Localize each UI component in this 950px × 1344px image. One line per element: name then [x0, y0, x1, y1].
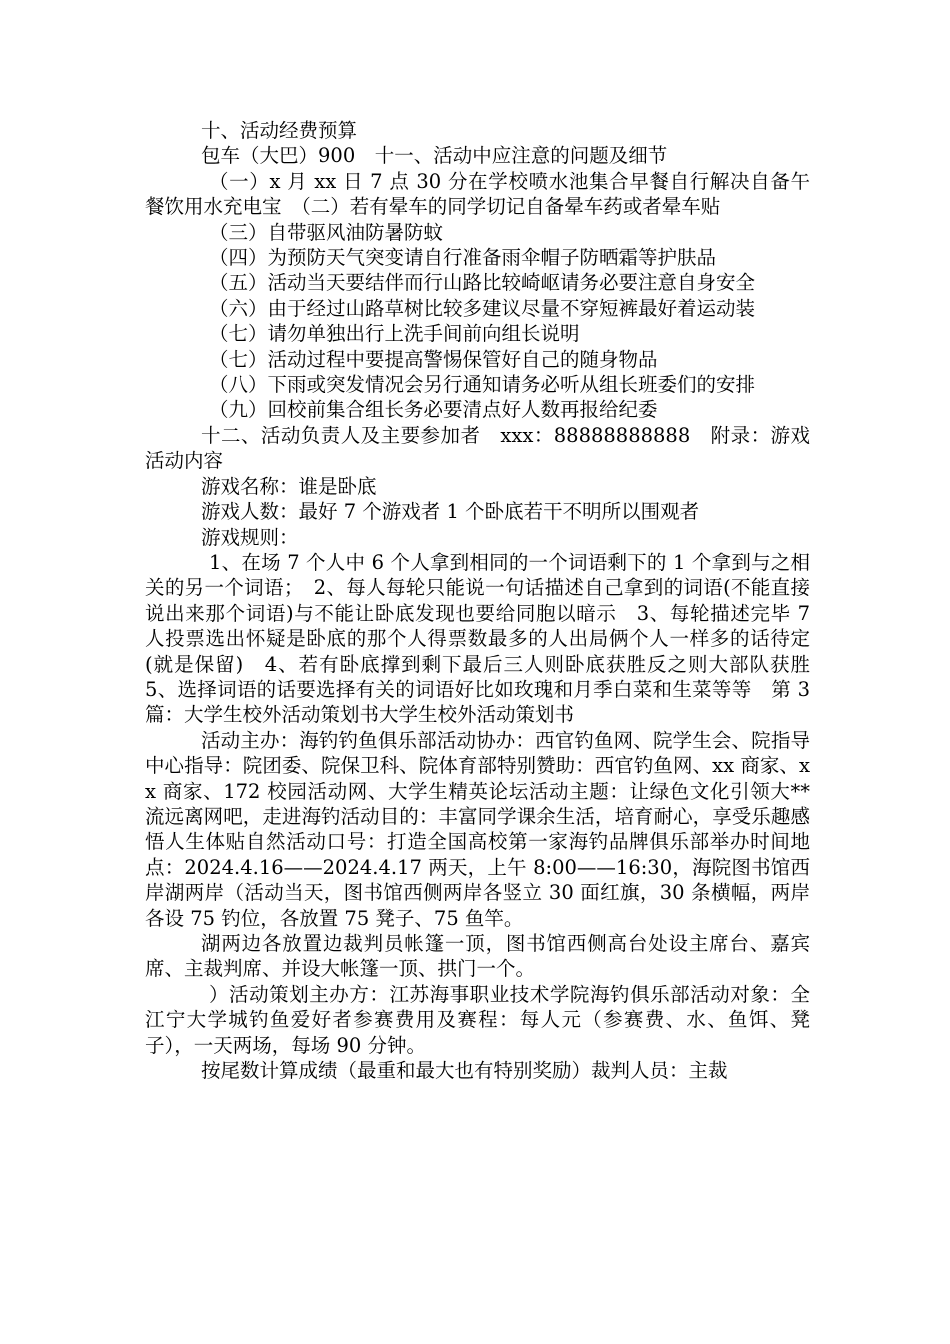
section-heading-budget: 十、活动经费预算	[201, 119, 358, 142]
note-item-7b: （七）活动过程中要提高警惕保管好自己的随身物品	[209, 347, 658, 371]
note-item-9: （九）回校前集合组长务必要清点好人数再报给纪委	[209, 398, 658, 422]
paragraph-bus-and-notes: 包车（大巴）900 十一、活动中应注意的问题及细节	[201, 144, 668, 168]
note-item-3: （三）自带驱风油防暑防蚊	[209, 220, 444, 244]
document-page	[145, 118, 830, 1083]
note-item-8: （八）下雨或突发情况会另行通知请务必听从组长班委们的安排	[209, 373, 756, 397]
activity-organizers-paragraph: 活动主办：海钓钓鱼俱乐部活动协办：西官钓鱼网、院学生会、院指导中心指导：院团委、院保卫科、院体育部特别赞助：西官钓鱼网、xx 商家、xx 商家、172 校园活动网、大学生精英论坛活动主题：让绿色文化引领大**流远离网吧，走进海钓活动目的：丰富同学课余生活，培育耐心，享受乐趣感悟人生体贴自然活动口号：打造全国高校第一家海钓品牌俱乐部举办时间地点：2024.4.16——2024.4.17 两天，上午 8:00——16:30，海院图书馆西岸湖两岸（活动当天，图书馆西侧两岸各竖立 30 面红旗，30 条横幅，两岸各设 75 钓位，各放置 75 凳子、75 鱼竿。	[145, 728, 810, 930]
note-item-4: （四）为预防天气突变请自行准备雨伞帽子防晒霜等护肤品	[209, 246, 717, 270]
note-item-6: （六）由于经过山路草树比较多建议尽量不穿短裤最好着运动装	[209, 296, 756, 320]
game-rules-heading: 游戏规则：	[201, 525, 299, 549]
game-players: 游戏人数：最好 7 个游戏者 1 个卧底若干不明所以围观者	[201, 500, 700, 524]
note-item-7a: （七）请勿单独出行上洗手间前向组长说明	[209, 322, 580, 346]
game-rules-body: 1、在场 7 个人中 6 个人拿到相同的一个词语剩下的 1 个拿到与之相关的另一个词语； 2、每人每轮只能说一句话描述自己拿到的词语(不能直接说出来那个词语)与不能让卧底发现也要给同胞以暗示 3、每轮描述完毕 7 人投票选出怀疑是卧底的那个人得票数最多的人出局俩个人一样多的话待定(就是保留) 4、若有卧底撑到剩下最后三人则卧底获胜反之则大部队获胜 5、选择词语的话要选择有关的词语好比如玫瑰和月季白菜和生菜等等 第 3 篇：大学生校外活动策划书大学生校外活动策划书	[145, 550, 830, 727]
venue-setup-paragraph: 湖两边各放置边裁判员帐篷一顶，图书馆西侧高台处设主席台、嘉宾席、主裁判席、并设大帐篷一顶、拱门一个。	[145, 932, 810, 981]
note-item-5: （五）活动当天要结伴而行山路比较崎岖请务必要注意自身安全	[209, 271, 756, 295]
planning-host-paragraph: ）活动策划主办方：江苏海事职业技术学院海钓俱乐部活动对象：全江宁大学城钓鱼爱好者参赛费用及赛程：每人元（参赛费、水、鱼饵、凳子），一天两场，每场 90 分钟。	[145, 982, 810, 1057]
note-item-1: （一）x 月 xx 日 7 点 30 分在学校喷水池集合早餐自行解决自备午餐饮用水充电宝 （二）若有晕车的同学切记自备晕车药或者晕车贴	[145, 169, 810, 219]
game-name: 游戏名称：谁是卧底	[201, 474, 377, 498]
scoring-paragraph: 按尾数计算成绩（最重和最大也有特别奖励）裁判人员：主裁	[201, 1059, 728, 1083]
section-heading-organizers: 十二、活动负责人及主要参加者 xxx：88888888888 附录：游戏活动内容	[145, 423, 810, 473]
